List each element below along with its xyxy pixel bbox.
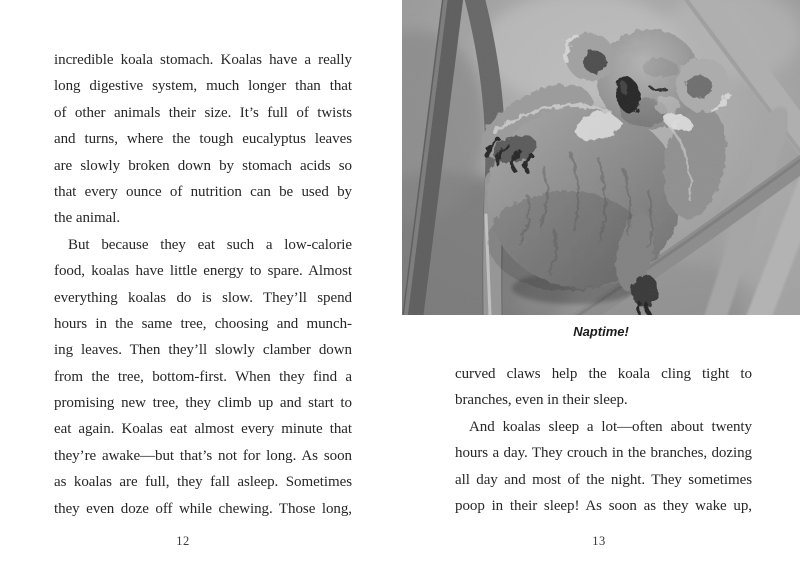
text-line: hours in the same tree, choosing and munch- — [54, 315, 352, 332]
text-line: from the tree, bottom-first. When they find a — [54, 368, 352, 385]
text-line: all day and most of the night. They sometimes — [455, 471, 752, 488]
text-line: incredible koala stomach. Koalas have a really — [54, 52, 352, 68]
photo-grain-overlay — [402, 0, 800, 315]
text-line: promising new tree, they climb up and start to — [54, 395, 352, 412]
text-line: eat again. Koalas eat almost every minute that — [54, 421, 352, 438]
text-line: food, koalas have little energy to spare. Almost — [54, 263, 352, 280]
text-line: are slowly broken down by stomach acids so — [54, 157, 352, 174]
text-line: the animal. — [54, 210, 121, 227]
text-line: hours a day. They crouch in the branches, dozing — [455, 445, 752, 462]
text-line: curved claws help the koala cling tight to — [455, 366, 752, 382]
page-number-left: 12 — [176, 534, 190, 548]
text-line: But because they eat such a low-calorie — [68, 236, 352, 253]
text-line: ing leaves. Then they’ll slowly clamber down — [54, 342, 352, 359]
text-line: branches, even in their sleep. — [455, 392, 628, 409]
text-line: everything koalas do is slow. They’ll spend — [54, 289, 352, 306]
koala-photo — [402, 0, 800, 315]
photo-caption: Naptime! — [573, 324, 629, 339]
text-line: and turns, where the tough eucalyptus leaves — [54, 131, 352, 148]
text-line: they even doze off while chewing. Those long, — [54, 500, 352, 517]
page-number-right: 13 — [592, 534, 606, 548]
text-line: they’re awake—but that’s not for long. As soon — [54, 447, 352, 464]
text-line: that every ounce of nutrition can be used by — [54, 183, 352, 200]
text-line: And koalas sleep a lot—often about twenty — [469, 418, 752, 435]
text-line: of other animals their size. It’s full of twists — [54, 104, 352, 121]
text-line: poop in their sleep! As soon as they wake up, — [455, 497, 752, 514]
koala-photo-illustration — [402, 0, 800, 315]
text-line: long digestive system, much longer than that — [54, 78, 352, 95]
right-page-text — [455, 361, 752, 519]
text-line: as koalas are full, they fall asleep. Sometimes — [54, 474, 352, 491]
left-page-text — [54, 47, 352, 522]
